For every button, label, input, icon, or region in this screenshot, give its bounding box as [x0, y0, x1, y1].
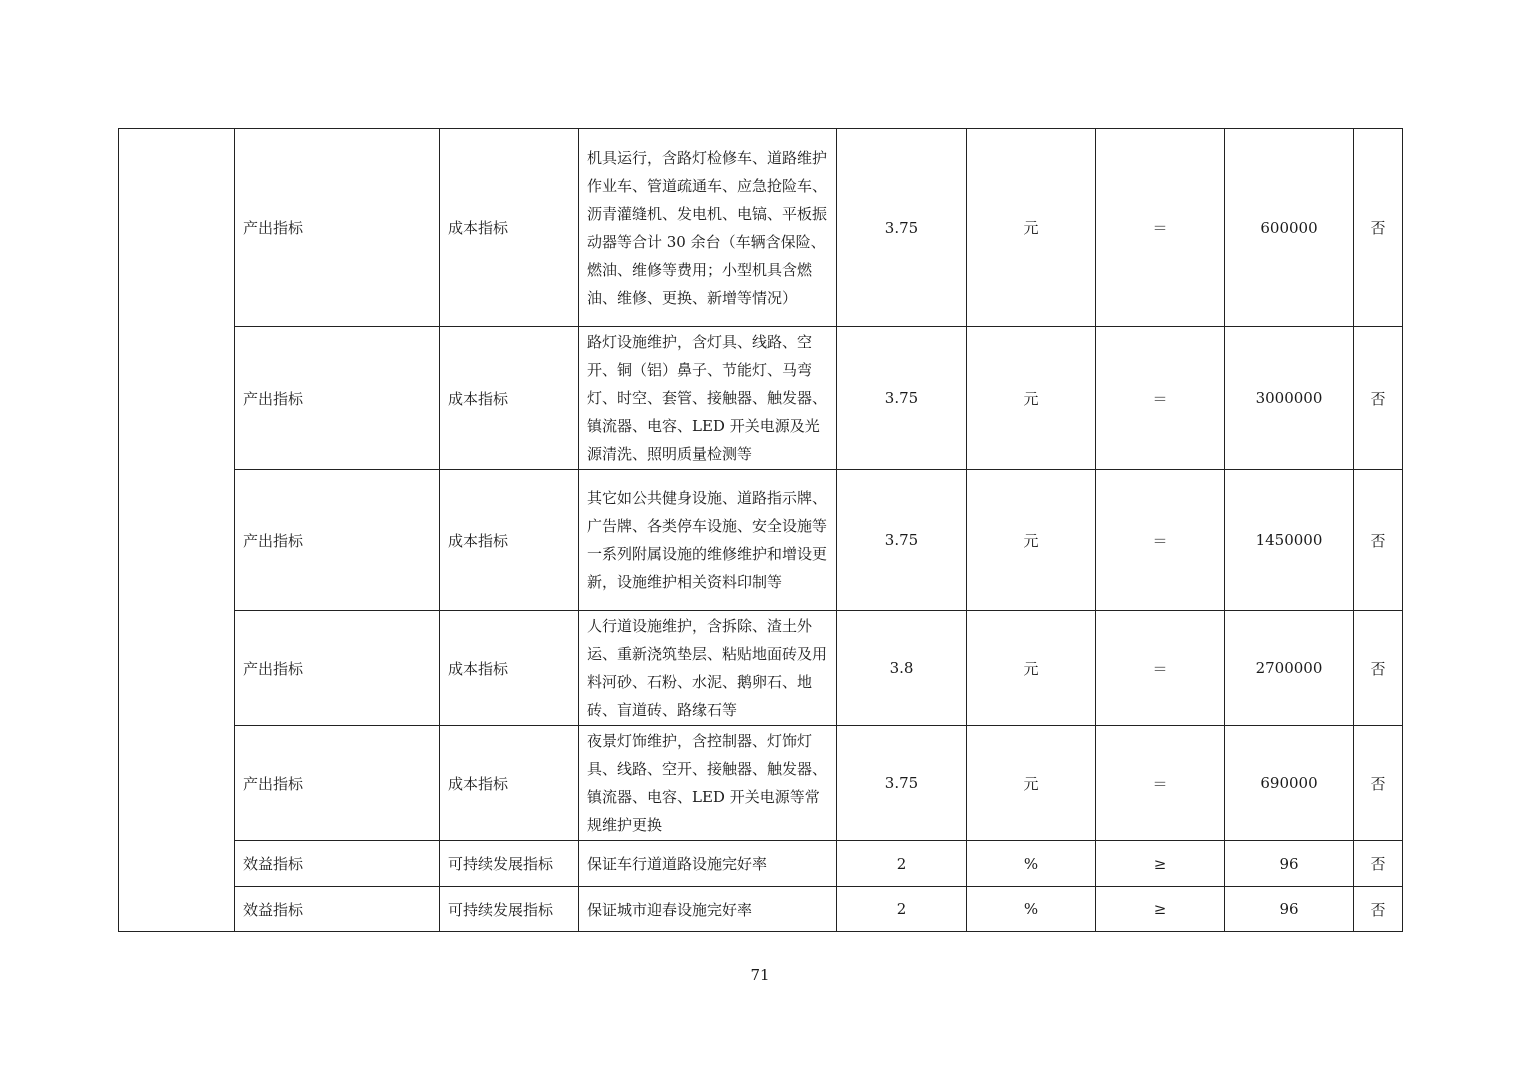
indicator-description-cell: 人行道设施维护，含拆除、渣土外运、重新浇筑垫层、粘贴地面砖及用料河砂、石粉、水泥、鹅卵石、地砖、盲道砖、路缘石等 [579, 611, 837, 726]
operator-cell: ≥ [1096, 887, 1225, 932]
table-row [119, 611, 1403, 726]
unit-cell: 元 [967, 726, 1096, 841]
target-value-cell: 3000000 [1225, 327, 1354, 470]
flag-cell: 否 [1354, 726, 1403, 841]
table-row [119, 129, 1403, 327]
level1-indicator-cell: 产出指标 [235, 611, 440, 726]
level2-indicator-cell: 成本指标 [440, 129, 579, 327]
weight-cell: 3.75 [837, 470, 967, 611]
indicator-description-cell: 其它如公共健身设施、道路指示牌、广告牌、各类停车设施、安全设施等一系列附属设施的维修维护和增设更新，设施维护相关资料印制等 [579, 470, 837, 611]
level1-indicator-cell: 效益指标 [235, 887, 440, 932]
target-value-cell: 1450000 [1225, 470, 1354, 611]
flag-cell: 否 [1354, 470, 1403, 611]
unit-cell: % [967, 887, 1096, 932]
unit-cell: % [967, 841, 1096, 887]
level1-indicator-cell: 产出指标 [235, 726, 440, 841]
level1-indicator-cell: 产出指标 [235, 327, 440, 470]
target-value-cell: 690000 [1225, 726, 1354, 841]
operator-cell: ＝ [1096, 327, 1225, 470]
weight-cell: 3.75 [837, 129, 967, 327]
indicator-description-cell: 保证城市迎春设施完好率 [579, 887, 837, 932]
flag-cell: 否 [1354, 841, 1403, 887]
weight-cell: 3.8 [837, 611, 967, 726]
operator-cell: ＝ [1096, 726, 1225, 841]
operator-cell: ≥ [1096, 841, 1225, 887]
level1-indicator-cell: 产出指标 [235, 470, 440, 611]
page-number: 71 [750, 966, 770, 984]
target-value-cell: 96 [1225, 887, 1354, 932]
indicator-description-cell: 路灯设施维护，含灯具、线路、空开、铜（铝）鼻子、节能灯、马弯灯、时空、套管、接触器、触发器、镇流器、电容、LED 开关电源及光源清洗、照明质量检测等 [579, 327, 837, 470]
weight-cell: 2 [837, 887, 967, 932]
unit-cell: 元 [967, 611, 1096, 726]
flag-cell: 否 [1354, 887, 1403, 932]
level1-indicator-cell: 效益指标 [235, 841, 440, 887]
operator-cell: ＝ [1096, 129, 1225, 327]
merged-first-column-cell [119, 129, 235, 932]
operator-cell: ＝ [1096, 470, 1225, 611]
table-row [119, 887, 1403, 932]
operator-cell: ＝ [1096, 611, 1225, 726]
level2-indicator-cell: 可持续发展指标 [440, 887, 579, 932]
table-row [119, 327, 1403, 470]
weight-cell: 2 [837, 841, 967, 887]
target-value-cell: 96 [1225, 841, 1354, 887]
level2-indicator-cell: 成本指标 [440, 470, 579, 611]
level2-indicator-cell: 成本指标 [440, 726, 579, 841]
level2-indicator-cell: 成本指标 [440, 327, 579, 470]
target-value-cell: 2700000 [1225, 611, 1354, 726]
flag-cell: 否 [1354, 327, 1403, 470]
flag-cell: 否 [1354, 611, 1403, 726]
level1-indicator-cell: 产出指标 [235, 129, 440, 327]
performance-indicator-table [118, 128, 1403, 932]
indicator-description-cell: 保证车行道道路设施完好率 [579, 841, 837, 887]
weight-cell: 3.75 [837, 726, 967, 841]
indicator-description-cell: 机具运行，含路灯检修车、道路维护作业车、管道疏通车、应急抢险车、沥青灌缝机、发电机、电镐、平板振动器等合计 30 余台（车辆含保险、燃油、维修等费用；小型机具含燃油、维修、更换、新增等情况） [579, 129, 837, 327]
level2-indicator-cell: 成本指标 [440, 611, 579, 726]
flag-cell: 否 [1354, 129, 1403, 327]
table-row [119, 470, 1403, 611]
table-row [119, 726, 1403, 841]
indicator-description-cell: 夜景灯饰维护，含控制器、灯饰灯具、线路、空开、接触器、触发器、镇流器、电容、LED 开关电源等常规维护更换 [579, 726, 837, 841]
unit-cell: 元 [967, 327, 1096, 470]
unit-cell: 元 [967, 470, 1096, 611]
level2-indicator-cell: 可持续发展指标 [440, 841, 579, 887]
target-value-cell: 600000 [1225, 129, 1354, 327]
unit-cell: 元 [967, 129, 1096, 327]
table-row [119, 841, 1403, 887]
weight-cell: 3.75 [837, 327, 967, 470]
